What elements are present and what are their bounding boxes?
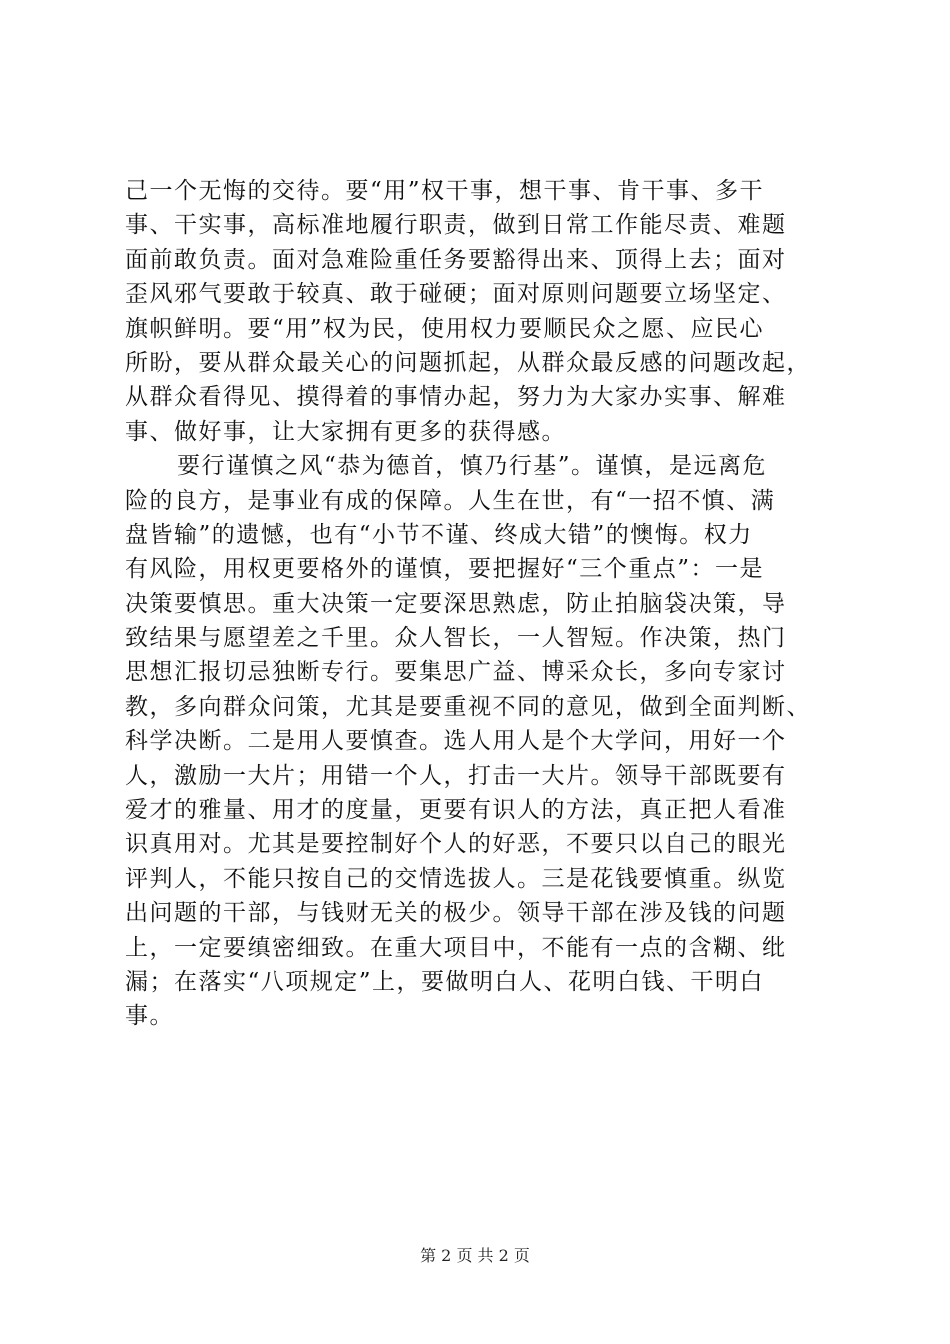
text-line: 旗帜鲜明。要“用”权为民，使用权力要顺民众之愿、应民心 <box>125 315 765 342</box>
text-line: 事、做好事，让大家拥有更多的获得感。 <box>125 418 566 445</box>
paragraph-start-line: 要行谨慎之风“恭为德首，慎乃行基”。谨慎，是远离危 <box>177 453 768 480</box>
text-line: 事。 <box>125 1003 174 1030</box>
text-line: 从群众看得见、摸得着的事情办起，努力为大家办实事、解难 <box>125 384 787 411</box>
text-line: 人，激励一大片；用错一个人，打击一大片。领导干部既要有 <box>125 762 787 789</box>
text-line: 所盼，要从群众最关心的问题抓起，从群众最反感的问题改起， <box>125 349 811 376</box>
text-line: 己一个无悔的交待。要“用”权干事，想干事、肯干事、多干 <box>125 178 765 204</box>
document-body <box>125 174 825 1034</box>
text-line: 盘皆输”的遗憾，也有“小节不谨、终成大错”的懊悔。权力 <box>125 521 753 548</box>
text-line: 评判人，不能只按自己的交情选拔人。三是花钱要慎重。纵览 <box>125 865 787 892</box>
text-line: 上，一定要缜密细致。在重大项目中，不能有一点的含糊、纰 <box>125 934 787 961</box>
text-line: 爱才的雅量、用才的度量，更要有识人的方法，真正把人看准 <box>125 797 787 824</box>
text-line: 致结果与愿望差之千里。众人智长，一人智短。作决策，热门 <box>125 625 787 652</box>
page-number-footer: 第 2 页 共 2 页 <box>420 1246 530 1265</box>
text-line: 险的良方，是事业有成的保障。人生在世，有“一招不慎、满 <box>125 487 776 514</box>
text-line: 决策要慎思。重大决策一定要深思熟虑，防止拍脑袋决策，导 <box>125 590 787 617</box>
text-line: 歪风邪气要敢于较真、敢于碰硬；面对原则问题要立场坚定、 <box>125 281 787 308</box>
text-line: 科学决断。二是用人要慎查。选人用人是个大学问，用好一个 <box>125 728 787 755</box>
text-line: 有风险，用权更要格外的谨慎，要把握好“三个重点”：一是 <box>125 556 765 583</box>
text-line: 思想汇报切忌独断专行。要集思广益、博采众长，多向专家讨 <box>125 659 787 686</box>
text-line: 漏；在落实“八项规定”上，要做明白人、花明白钱、干明白 <box>125 968 765 995</box>
text-line: 出问题的干部，与钱财无关的极少。领导干部在涉及钱的问题 <box>125 900 787 927</box>
text-line: 面前敢负责。面对急难险重任务要豁得出来、顶得上去；面对 <box>125 246 787 273</box>
text-line: 事、干实事，高标准地履行职责，做到日常工作能尽责、难题 <box>125 212 787 239</box>
text-line: 识真用对。尤其是要控制好个人的好恶，不要只以自己的眼光 <box>125 831 787 858</box>
text-line: 教，多向群众问策，尤其是要重视不同的意见，做到全面判断、 <box>125 693 811 720</box>
